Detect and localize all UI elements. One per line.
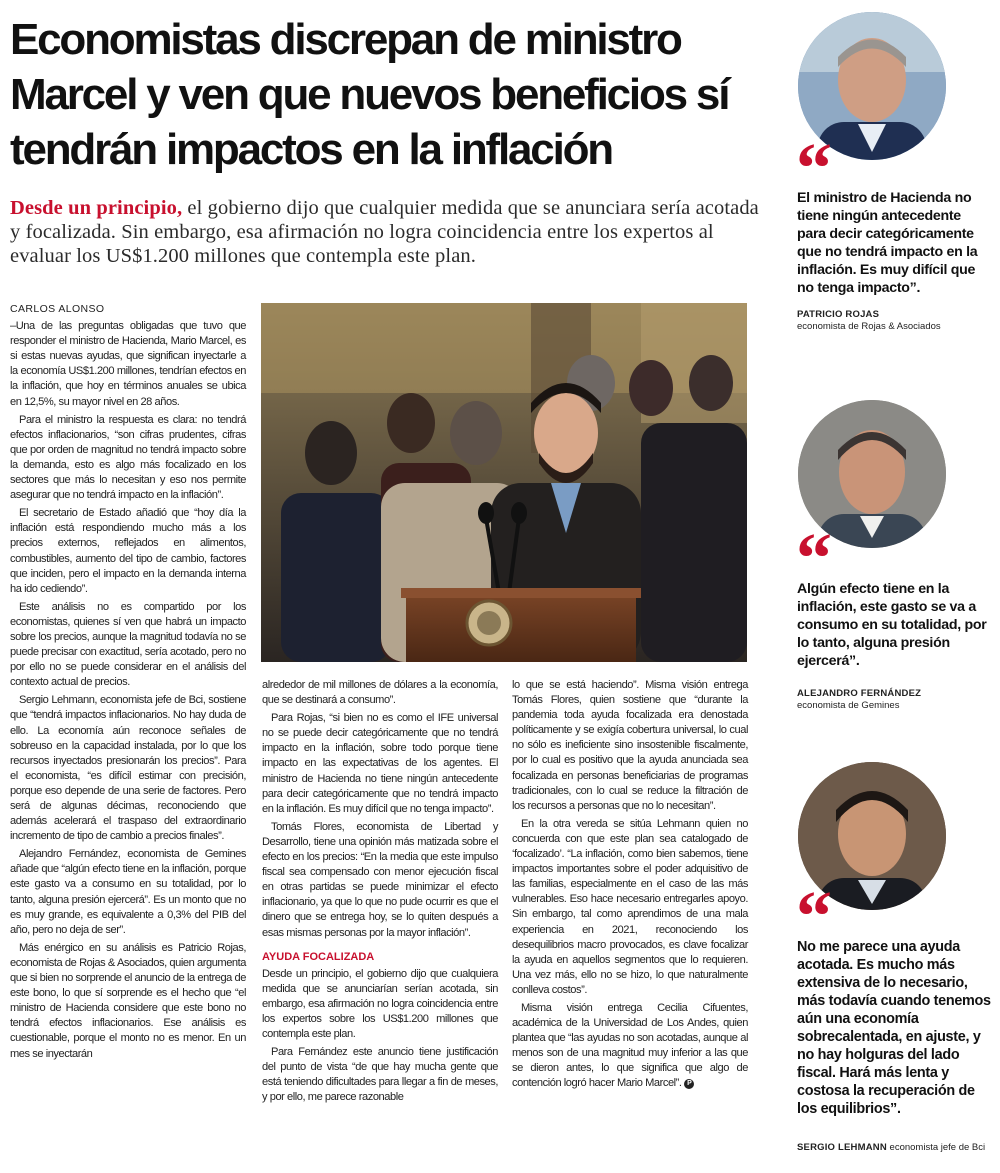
- quote-attribution: [797, 309, 997, 333]
- quote-mark-icon: [796, 532, 856, 572]
- body-paragraph: Sergio Lehmann, economista jefe de Bci, sostiene que “tendrá impactos inflacionarios. No hay duda de ello. La economía aún reconoce señales de sobreuso en la capacidad instalada, por lo que los recursos inyectados presionarán los precios”. Para el economista, “es difícil estimar con precisión, porque eso depende de una serie de factores. Pero será de algunas décimas, reconociendo que además acelerará el traspaso del extraordinario incremento de tipo de cambio a precios finales”.: [10, 694, 246, 843]
- body-paragraph: –Una de las preguntas obligadas que tuvo que responder el ministro de Hacienda, Mario Marcel, es si estas nuevas ayudas, que significan inyectarle a la economía US$1.200 millones, tendrían efectos en la inflación, que hoy en términos anuales se ubica en 12,5%, su mayor nivel en 28 años.: [10, 320, 246, 408]
- quote-author: PATRICIO ROJAS: [797, 309, 880, 320]
- quote-author: ALEJANDRO FERNÁNDEZ: [797, 688, 922, 699]
- portrait-illustration: [798, 762, 946, 910]
- quote-mark-icon: [796, 142, 856, 182]
- end-of-article-mark: P: [684, 1079, 694, 1089]
- quote-author-role: economista de Gemines: [797, 700, 900, 711]
- press-conference-illustration: [261, 303, 747, 662]
- article-column-2: [262, 678, 498, 1109]
- quote-author: SERGIO LEHMANN: [797, 1142, 887, 1153]
- quote-text: No me parece una ayuda acotada. Es mucho más extensiva de lo necesario, más todavía cuando tenemos aún una economía sobrecalentada, en ajuste, y no hay holguras del lado fiscal. Hará más lenta y costosa la recuperación de los equilibrios”.: [797, 939, 991, 1117]
- body-paragraph-text: Misma visión entrega Cecilia Cifuentes, académica de la Universidad de Los Andes, quien plantea que “las ayudas no son acotadas, aunque al menos son de una magnitud muy inferior a las que se dieron antes, lo que significa que algo de contención logró hacer Mario Marcel”.: [512, 1001, 748, 1090]
- body-paragraph: Desde un principio, el gobierno dijo que cualquiera medida que se anunciarían serían acotada, sin embargo, esa afirmación no logra coincidencia entre los expertos sobre los US$1.200 millones que contempla este plan.: [262, 967, 498, 1041]
- quote-mark-icon: [796, 890, 856, 930]
- portrait-alejandro-fernandez: [798, 400, 946, 548]
- body-paragraph: Tomás Flores, economista de Libertad y Desarrollo, tiene una opinión más matizada sobre el efecto en los precios: “En la media que este impulso fiscal sea compensado con menor ejecución fiscal en otras partidas se puede minimizar el efecto inflacionario, ya que lo que no pude ocurrir es que el dinero que se entrega hoy, se lo quiten después a esas mismas personas por la mayor inflación”.: [262, 820, 498, 939]
- body-paragraph: Para el ministro la respuesta es clara: no tendrá efectos inflacionarios, “son cifras prudentes, cifras que por orden de magnitud no tendrá impacto sobre la demanda, esto es algo más focalizado en los sectores que más lo necesitan y eso nos permite asegurar que no tendrá impacto en la inflación”.: [10, 413, 246, 502]
- body-paragraph: lo que se está haciendo”. Misma visión entrega Tomás Flores, quien sostiene que “durante la pandemia toda ayuda focalizada era denostada políticamente y se exigía cobertura universal, lo cual no sólo es ineficiente sino insostenible fiscalmente, por lo cual es positivo que la ayuda anunciada sea focalizada en personas beneficiarias de programas tradicionales, con lo cual se reduce la filtración de los recursos a personas que no lo necesitan”.: [512, 679, 748, 812]
- quote-text: Algún efecto tiene en la inflación, este gasto se va a consumo en su totalidad, por lo tanto, alguna presión ejercerá”.: [797, 581, 987, 669]
- quote-text: El ministro de Hacienda no tiene ningún antecedente para decir categóricamente que no tendrá impacto en la inflación. Es muy difícil que no tenga impacto”.: [797, 190, 978, 296]
- body-paragraph: Este análisis no es compartido por los economistas, quienes sí ven que habrá un impacto sobre los precios, aunque la magnitud todavía no se puede precisar con exactitud, sería acotado, pero no por ello no se puede considerar en el análisis del contexto actual de precios.: [10, 600, 246, 689]
- body-paragraph: Para Fernández este anuncio tiene justificación del punto de vista “de que hay mucha gente que está teniendo dificultades para llegar a fin de meses, y por ello, me parece razonable: [262, 1046, 498, 1104]
- headline: Economistas discrepan de ministro Marcel y ven que nuevos beneficios sí tendrán impactos en la inflación: [10, 15, 729, 174]
- deck: [10, 196, 765, 268]
- svg-text:“: “: [796, 890, 832, 930]
- article-column-1: [10, 302, 246, 1065]
- quote-attribution: [797, 1142, 997, 1154]
- svg-text:“: “: [796, 532, 832, 572]
- deck-lead: Desde un principio,: [10, 197, 183, 219]
- press-conference-photo: [261, 303, 747, 662]
- body-paragraph: Más enérgico en su análisis es Patricio Rojas, economista de Rojas & Asociados, quien argumenta que si bien no sorprende el anuncio de la entrega de este bono, lo que sí sorprende es el hecho que “el ministro de Hacienda considere que este bono no tendrá efectos inflacionarios. Ese análisis es cuestionable, porque el monto no es menor. En un mes se inyectarán: [10, 941, 246, 1060]
- body-paragraph: En la otra vereda se sitúa Lehmann quien no concuerda con que este plan sea catalogado de ‘focalizado’. “La inflación, como bien sabemos, tiene impactos importantes sobre el poder adquisitivo de las familias, especialmente en el caso de las más vulnerables. Eso hace necesario entregarles apoyo. Sin embargo, tal como aprendimos de una mala experiencia en 2021, reconociendo los desequilibrios macro provocados, es clave focalizar la ayuda en aquellos segmentos que lo requieren. Una vez más, ello no se hizo, lo que naturalmente conlleva costos”.: [512, 817, 748, 996]
- subhead: AYUDA FOCALIZADA: [262, 950, 375, 963]
- svg-text:“: “: [796, 142, 832, 182]
- portrait-patricio-rojas: [798, 12, 946, 160]
- byline: CARLOS ALONSO: [10, 303, 105, 315]
- body-paragraph: Alejandro Fernández, economista de Gemines añade que “algún efecto tiene en la inflación, porque este gasto va a consumo en su totalidad, por lo tanto, alguna presión ejercerá”. Es un monto que no es muy grande, es equivalente a 0,3% del PIB del año, pero no deja de ser”.: [10, 848, 246, 936]
- body-paragraph: [512, 1001, 748, 1092]
- quote-author-role: economista de Rojas & Asociados: [797, 321, 941, 332]
- quote-author-role: economista jefe de Bci: [889, 1142, 986, 1153]
- body-paragraph: Para Rojas, “si bien no es como el IFE universal no se puede decir categóricamente que no tendrá impacto en la inflación, sobre todo porque tiene impacto en las expectativas de los agentes. El ministro de Hacienda no tiene ningún antecedente para decir categóricamente que no tendrá impacto en la inflación. Es muy difícil que no tenga impacto”.: [262, 712, 498, 815]
- portrait-sergio-lehmann: [798, 762, 946, 910]
- quote-attribution: [797, 688, 997, 712]
- deck-text: el gobierno dijo que cualquier medida que se anunciara sería acotada y focalizada. Sin embargo, esa afirmación no logra coincidencia entre los expertos al evaluar los US$1.200 millones que contempla este plan.: [10, 197, 759, 267]
- body-paragraph: alrededor de mil millones de dólares a la economía, que se destinará a consumo”.: [262, 679, 498, 707]
- body-paragraph: El secretario de Estado añadió que “hoy día la inflación está respondiendo mucho más a los precios externos, reflejados en alimentos, combustibles, aumento del tipo de cambio, factores que inciden, pero el impacto en la demanda interna ha ido cediendo”.: [10, 507, 246, 595]
- article-column-3: [512, 678, 748, 1095]
- portrait-illustration: [798, 400, 946, 548]
- portrait-illustration: [798, 12, 946, 160]
